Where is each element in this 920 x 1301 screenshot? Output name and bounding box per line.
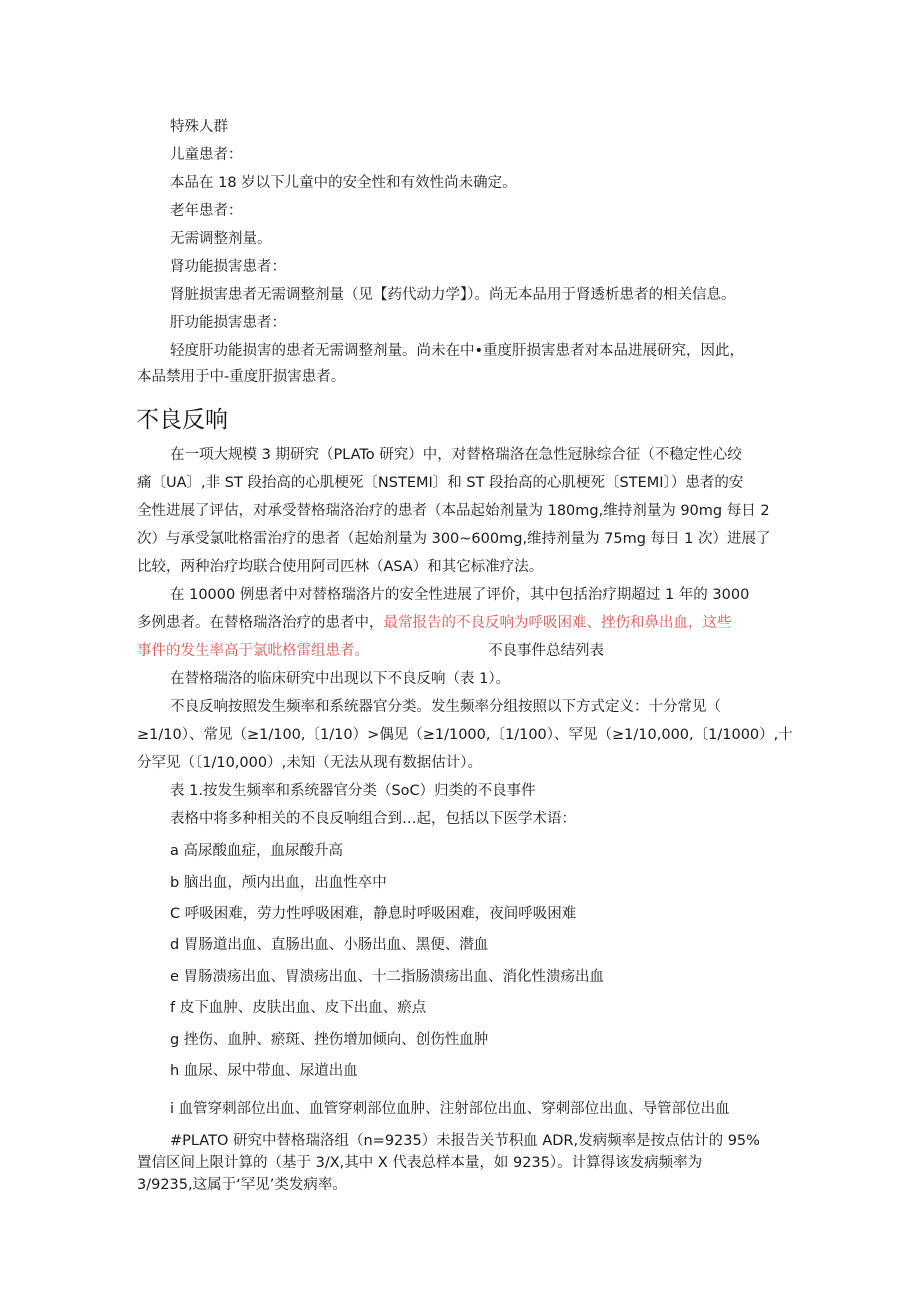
section-title-special-populations: 特殊人群 <box>170 119 228 135</box>
paragraph-line: 全性进展了评估，对承受替格瑞洛治疗的患者（本品起始剂量为 180mg,维持剂量为 90mg 每日 2 <box>137 503 770 519</box>
renal-text: 肾脏损害患者无需调整剂量（见【药代动力学】）。尚无本品用于肾透析患者的相关信息。 <box>170 287 736 303</box>
highlighted-text: 事件的发生率高于氯吡格雷组患者。 <box>137 643 369 659</box>
hepatic-label: 肝功能损害患者： <box>170 315 286 331</box>
paragraph-line: 痛〔UA〕,非 ST 段抬高的心肌梗死〔NSTEMI〕和 ST 段抬高的心肌梗死〔STEMI〕）患者的安 <box>137 475 744 491</box>
list-item: d 胃肠道出血、直肠出血、小肠出血、黑便、潜血 <box>170 937 489 953</box>
table-caption: 表 1.按发生频率和系统器官分类（SoC）归类的不良事件 <box>170 783 536 799</box>
list-item: f 皮下血肿、皮肤出血、皮下出血、瘀点 <box>170 1000 427 1016</box>
paragraph-line: ≥1/10）、常见（≥1/100,〔1/10）>偶见（≥1/1000,〔1/100）、罕见（≥1/10,000,〔1/1000）,十 <box>137 727 793 743</box>
highlighted-text: 最常报告的不良反响为呼吸困难、挫伤和鼻出血，这些 <box>383 615 732 631</box>
hepatic-text-line-1: 轻度肝功能损害的患者无需调整剂量。尚未在中•重度肝损害患者对本品进展研究，因此， <box>170 343 745 359</box>
paragraph-line: 在替格瑞洛的临床研究中出现以下不良反响（表 1）。 <box>170 671 511 687</box>
paragraph-line: 在 10000 例患者中对替格瑞洛片的安全性进展了评价，其中包括治疗期超过 1 年的 3000 <box>170 587 750 603</box>
footnote-line: 3/9235,这属于‘罕见’类发病率。 <box>137 1177 347 1193</box>
footnote-line: #PLATO 研究中替格瑞洛组（n=9235）未报告关节积血 ADR,发病频率是按点估计的 95% <box>170 1133 760 1149</box>
list-item: b 脑出血，颅内出血，出血性卒中 <box>170 875 387 891</box>
footnote-line: 置信区间上限计算的（基于 3/X,其中 X 代表总样本量，如 9235）。计算得该发病频率为 <box>137 1155 703 1171</box>
paragraph-line: 比较，两种治疗均联合使用阿司匹林（ASA）和其它标准疗法。 <box>137 559 544 575</box>
paragraph-text: 多例患者。在替格瑞洛治疗的患者中， <box>137 615 384 631</box>
list-item: i 血管穿刺部位出血、血管穿刺部位血肿、注射部位出血、穿刺部位出血、导管部位出血 <box>170 1101 730 1117</box>
paragraph-line <box>137 613 732 633</box>
list-item: e 胃肠溃疡出血、胃溃疡出血、十二指肠溃疡出血、消化性溃疡出血 <box>170 969 605 985</box>
list-item: h 血尿、尿中带血、尿道出血 <box>170 1063 358 1079</box>
summary-table-title: 不良事件总结列表 <box>488 643 604 659</box>
paragraph-line: 分罕见（〔1/10,000）,未知（无法从现有数据估计）。 <box>137 755 482 771</box>
renal-label: 肾功能损害患者： <box>170 259 286 275</box>
list-item: C 呼吸困难，劳力性呼吸困难，静息时呼吸困难，夜间呼吸困难 <box>170 906 577 922</box>
list-item: a 高尿酸血症，血尿酸升高 <box>170 843 343 859</box>
table-note: 表格中将多种相关的不良反响组合到…起，包括以下医学术语： <box>170 811 576 827</box>
list-item: g 挫伤、血肿、瘀斑、挫伤增加倾向、创伤性血肿 <box>170 1032 489 1048</box>
children-text: 本品在 18 岁以下儿童中的安全性和有效性尚未确定。 <box>170 175 517 191</box>
paragraph-line: 不良反响按照发生频率和系统器官分类。发生频率分组按照以下方式定义：十分常见（ <box>170 699 721 715</box>
section-heading-adverse-reactions: 不良反响 <box>136 407 228 433</box>
children-label: 儿童患者： <box>170 147 243 163</box>
paragraph-line: 在一项大规模 3 期研究（PLATo 研究）中，对替格瑞洛在急性冠脉综合征（不稳定性心绞 <box>170 447 742 463</box>
paragraph-line: 次）与承受氯吡格雷治疗的患者（起始剂量为 300~600mg,维持剂量为 75mg 每日 1 次）进展了 <box>137 531 771 547</box>
hepatic-text-line-2: 本品禁用于中-重度肝损害患者。 <box>137 369 346 385</box>
elderly-text: 无需调整剂量。 <box>170 231 272 247</box>
elderly-label: 老年患者： <box>170 203 243 219</box>
